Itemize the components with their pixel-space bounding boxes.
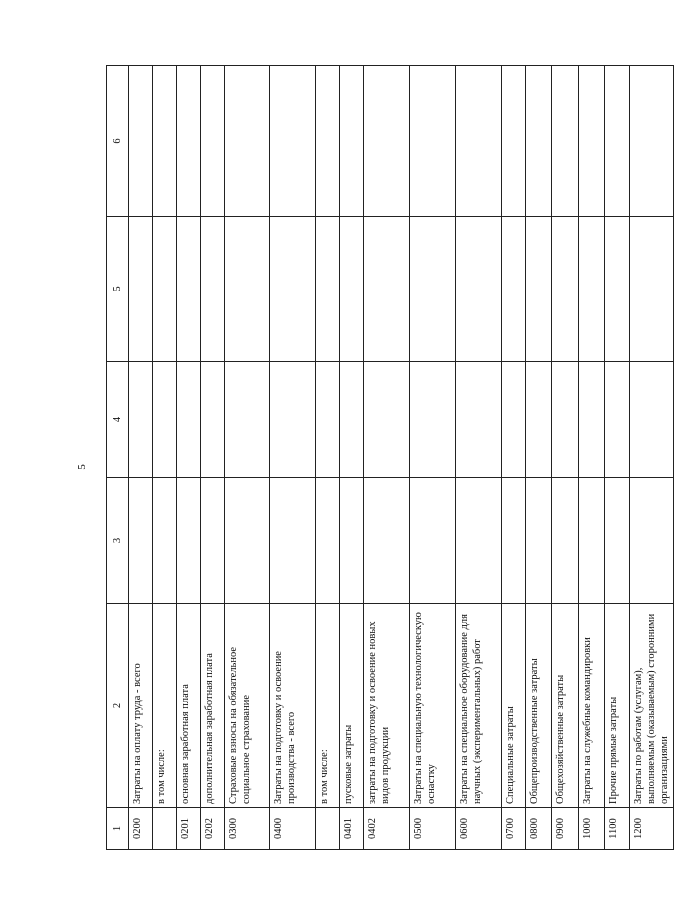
empty-cell <box>153 217 177 362</box>
row-name: в том числе: <box>153 604 177 808</box>
row-code <box>153 808 177 850</box>
row-name: Страховые взносы на обязательное социальное страхование <box>225 604 270 808</box>
row-name: Затраты на специальное оборудование для научных (экспериментальных) работ <box>456 604 502 808</box>
empty-cell <box>364 478 410 604</box>
empty-cell <box>605 217 630 362</box>
empty-cell <box>153 66 177 217</box>
table-row <box>579 66 605 850</box>
empty-cell <box>410 217 456 362</box>
empty-cell <box>129 217 153 362</box>
empty-cell <box>340 217 364 362</box>
empty-cell <box>201 217 225 362</box>
empty-cell <box>270 217 316 362</box>
empty-cell <box>364 217 410 362</box>
table-row <box>129 66 153 850</box>
cost-table-container <box>106 66 671 850</box>
empty-cell <box>177 362 201 478</box>
empty-cell <box>552 478 579 604</box>
header-cell: 2 <box>107 604 129 808</box>
row-name: Общепроизводственные затраты <box>526 604 552 808</box>
row-code: 0500 <box>410 808 456 850</box>
empty-cell <box>502 362 526 478</box>
empty-cell <box>552 362 579 478</box>
empty-cell <box>410 362 456 478</box>
empty-cell <box>364 362 410 478</box>
row-code: 1000 <box>579 808 605 850</box>
empty-cell <box>502 478 526 604</box>
row-code: 0202 <box>201 808 225 850</box>
empty-cell <box>177 478 201 604</box>
empty-cell <box>270 478 316 604</box>
row-code: 1100 <box>605 808 630 850</box>
row-name: Затраты по работам (услугам), выполняемым (оказываемым) сторонними организациями <box>630 604 674 808</box>
empty-cell <box>225 362 270 478</box>
empty-cell <box>605 362 630 478</box>
row-name: Затраты на специальную технологическую оснастку <box>410 604 456 808</box>
table-row <box>502 66 526 850</box>
empty-cell <box>225 478 270 604</box>
table-row <box>201 66 225 850</box>
empty-cell <box>552 217 579 362</box>
empty-cell <box>579 217 605 362</box>
empty-cell <box>502 217 526 362</box>
table-row <box>456 66 502 850</box>
row-code: 0200 <box>129 808 153 850</box>
empty-cell <box>340 66 364 217</box>
empty-cell <box>129 362 153 478</box>
empty-cell <box>129 478 153 604</box>
empty-cell <box>364 66 410 217</box>
table-row <box>177 66 201 850</box>
empty-cell <box>579 66 605 217</box>
cost-table <box>106 65 674 850</box>
empty-cell <box>316 362 340 478</box>
row-name: Общехозяйственные затраты <box>552 604 579 808</box>
empty-cell <box>456 362 502 478</box>
empty-cell <box>340 362 364 478</box>
empty-cell <box>526 362 552 478</box>
empty-cell <box>177 66 201 217</box>
empty-cell <box>225 66 270 217</box>
table-row <box>340 66 364 850</box>
empty-cell <box>177 217 201 362</box>
empty-cell <box>526 66 552 217</box>
row-code: 0900 <box>552 808 579 850</box>
empty-cell <box>526 478 552 604</box>
row-name: затраты на подготовку и освоение новых видов продукции <box>364 604 410 808</box>
table-row <box>410 66 456 850</box>
empty-cell <box>270 362 316 478</box>
table-row <box>552 66 579 850</box>
row-code: 1200 <box>630 808 674 850</box>
table-row <box>605 66 630 850</box>
empty-cell <box>153 478 177 604</box>
empty-cell <box>129 66 153 217</box>
empty-cell <box>201 478 225 604</box>
row-name: дополнительная заработная плата <box>201 604 225 808</box>
row-name: Затраты на оплату труда - всего <box>129 604 153 808</box>
empty-cell <box>410 478 456 604</box>
row-code: 0402 <box>364 808 410 850</box>
empty-cell <box>270 66 316 217</box>
row-name: в том числе: <box>316 604 340 808</box>
empty-cell <box>605 66 630 217</box>
empty-cell <box>630 362 674 478</box>
empty-cell <box>316 217 340 362</box>
row-name: основная заработная плата <box>177 604 201 808</box>
empty-cell <box>579 362 605 478</box>
empty-cell <box>630 66 674 217</box>
empty-cell <box>526 217 552 362</box>
table-row <box>316 66 340 850</box>
row-code: 0800 <box>526 808 552 850</box>
row-code <box>316 808 340 850</box>
empty-cell <box>630 478 674 604</box>
header-cell: 3 <box>107 478 129 604</box>
header-cell: 5 <box>107 217 129 362</box>
table-row <box>364 66 410 850</box>
empty-cell <box>456 66 502 217</box>
row-name: Затраты на подготовку и освоение производства - всего <box>270 604 316 808</box>
empty-cell <box>552 66 579 217</box>
empty-cell <box>153 362 177 478</box>
empty-cell <box>316 478 340 604</box>
empty-cell <box>456 478 502 604</box>
row-name: Затраты на служебные командировки <box>579 604 605 808</box>
empty-cell <box>502 66 526 217</box>
row-code: 0401 <box>340 808 364 850</box>
table-row <box>153 66 177 850</box>
header-cell: 4 <box>107 362 129 478</box>
row-code: 0600 <box>456 808 502 850</box>
table-row <box>630 66 674 850</box>
row-code: 0700 <box>502 808 526 850</box>
empty-cell <box>201 66 225 217</box>
table-header-row <box>107 66 129 850</box>
row-name: пусковые затраты <box>340 604 364 808</box>
empty-cell <box>340 478 364 604</box>
header-cell: 6 <box>107 66 129 217</box>
row-code: 0400 <box>270 808 316 850</box>
row-code: 0300 <box>225 808 270 850</box>
empty-cell <box>316 66 340 217</box>
table-row <box>225 66 270 850</box>
table-row <box>270 66 316 850</box>
rotated-table <box>106 66 671 850</box>
empty-cell <box>605 478 630 604</box>
row-name: Специальные затраты <box>502 604 526 808</box>
empty-cell <box>225 217 270 362</box>
empty-cell <box>579 478 605 604</box>
empty-cell <box>201 362 225 478</box>
empty-cell <box>410 66 456 217</box>
empty-cell <box>630 217 674 362</box>
empty-cell <box>456 217 502 362</box>
page-number: 5 <box>76 464 88 470</box>
row-code: 0201 <box>177 808 201 850</box>
header-cell: 1 <box>107 808 129 850</box>
row-name: Прочие прямые затраты <box>605 604 630 808</box>
table-row <box>526 66 552 850</box>
